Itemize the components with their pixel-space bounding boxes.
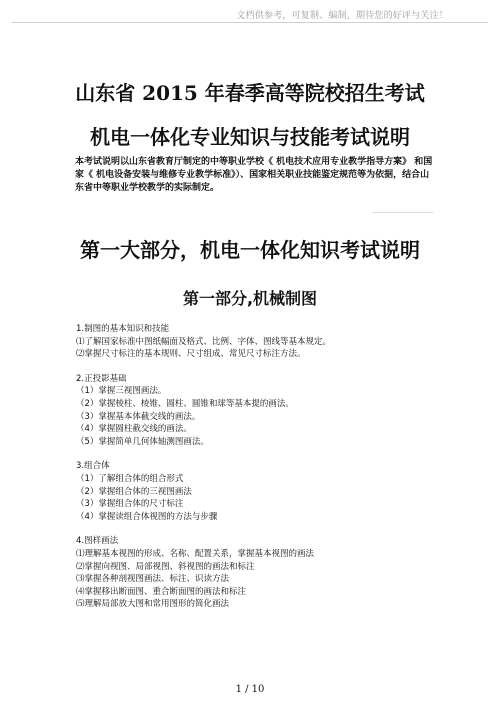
section-composite-bodies <box>76 460 436 523</box>
section-list <box>76 323 436 623</box>
page-number: 1 / 10 <box>235 684 265 695</box>
section-item: （3）掌握组合体的尺寸标注 <box>76 499 184 510</box>
document-title-line1: 山东省 2015 年春季高等院校招生考试 <box>75 81 425 105</box>
section-item: ⑸理解局部放大图和常用图形的简化画法 <box>76 599 230 610</box>
section-drawing-basics <box>76 323 436 361</box>
section-title: 1.制图的基本知识和技能 <box>76 324 170 334</box>
section-item: （4）掌握圆柱截交线的画法。 <box>76 424 192 435</box>
section-item: （3）掌握基本体截交线的画法。 <box>76 411 201 422</box>
section-item: ⑵掌握向视图、局部视图、斜视图的画法和标注 <box>76 561 255 572</box>
section-item: ⑷掌握移出断面图、重合断面图的画法和标注 <box>76 586 247 597</box>
sub-heading: 第一部分,机械制图 <box>182 289 318 308</box>
section-item: （5）掌握简单几何体轴测图画法。 <box>76 436 209 447</box>
header-divider <box>12 22 488 23</box>
section-item: （1）掌握三视图画法。 <box>76 386 167 397</box>
section-item: ⑴了解国家标准中图纸幅面及格式、比例、字体、图线等基本规定。 <box>76 336 332 347</box>
section-title: 2.正投影基础 <box>76 373 127 384</box>
section-item: ⑶掌握各种剖视图画法、标注、识读方法 <box>76 574 230 585</box>
intro-paragraph: 本考试说明以山东省教育厅制定的中等职业学校《 机电技术应用专业教学指导方案》 和国家《 机电设备安装与维修专业教学标准》）、国家相关职业技能鉴定规范等为依据，结合山东省中等职业学校教学的实际制定。 <box>75 157 433 193</box>
section-item: （4）掌握读组合体视图的方法与步骤 <box>76 511 218 522</box>
section-item: ⑵掌握尺寸标注的基本规则、尺寸组成、常见尺寸标注方法。 <box>76 349 306 360</box>
section-item: （1）了解组合体的组合形式 <box>76 473 184 484</box>
section-orthographic-projection <box>76 373 436 449</box>
section-item: ⑴理解基本视图的形成、名称、配置关系，掌握基本视图的画法 <box>76 548 315 559</box>
section-item: （2）掌握棱柱、棱锥、圆柱、圆锥和球等基本提的画法。 <box>76 398 294 409</box>
section-drawing-methods <box>76 535 436 611</box>
watermark-text: 文档供参考，可复制、编制，期待您的好评与关注！ <box>236 11 448 21</box>
document-title-line2: 机电一体化专业知识与技能考试说明 <box>90 125 410 149</box>
part-heading: 第一大部分，机电一体化知识考试说明 <box>80 238 420 262</box>
intro-divider <box>372 212 434 213</box>
section-title: 3.组合体 <box>76 461 110 472</box>
section-title: 4.图样画法 <box>76 536 119 547</box>
section-item: （2）掌握组合体的三视图画法 <box>76 486 192 497</box>
